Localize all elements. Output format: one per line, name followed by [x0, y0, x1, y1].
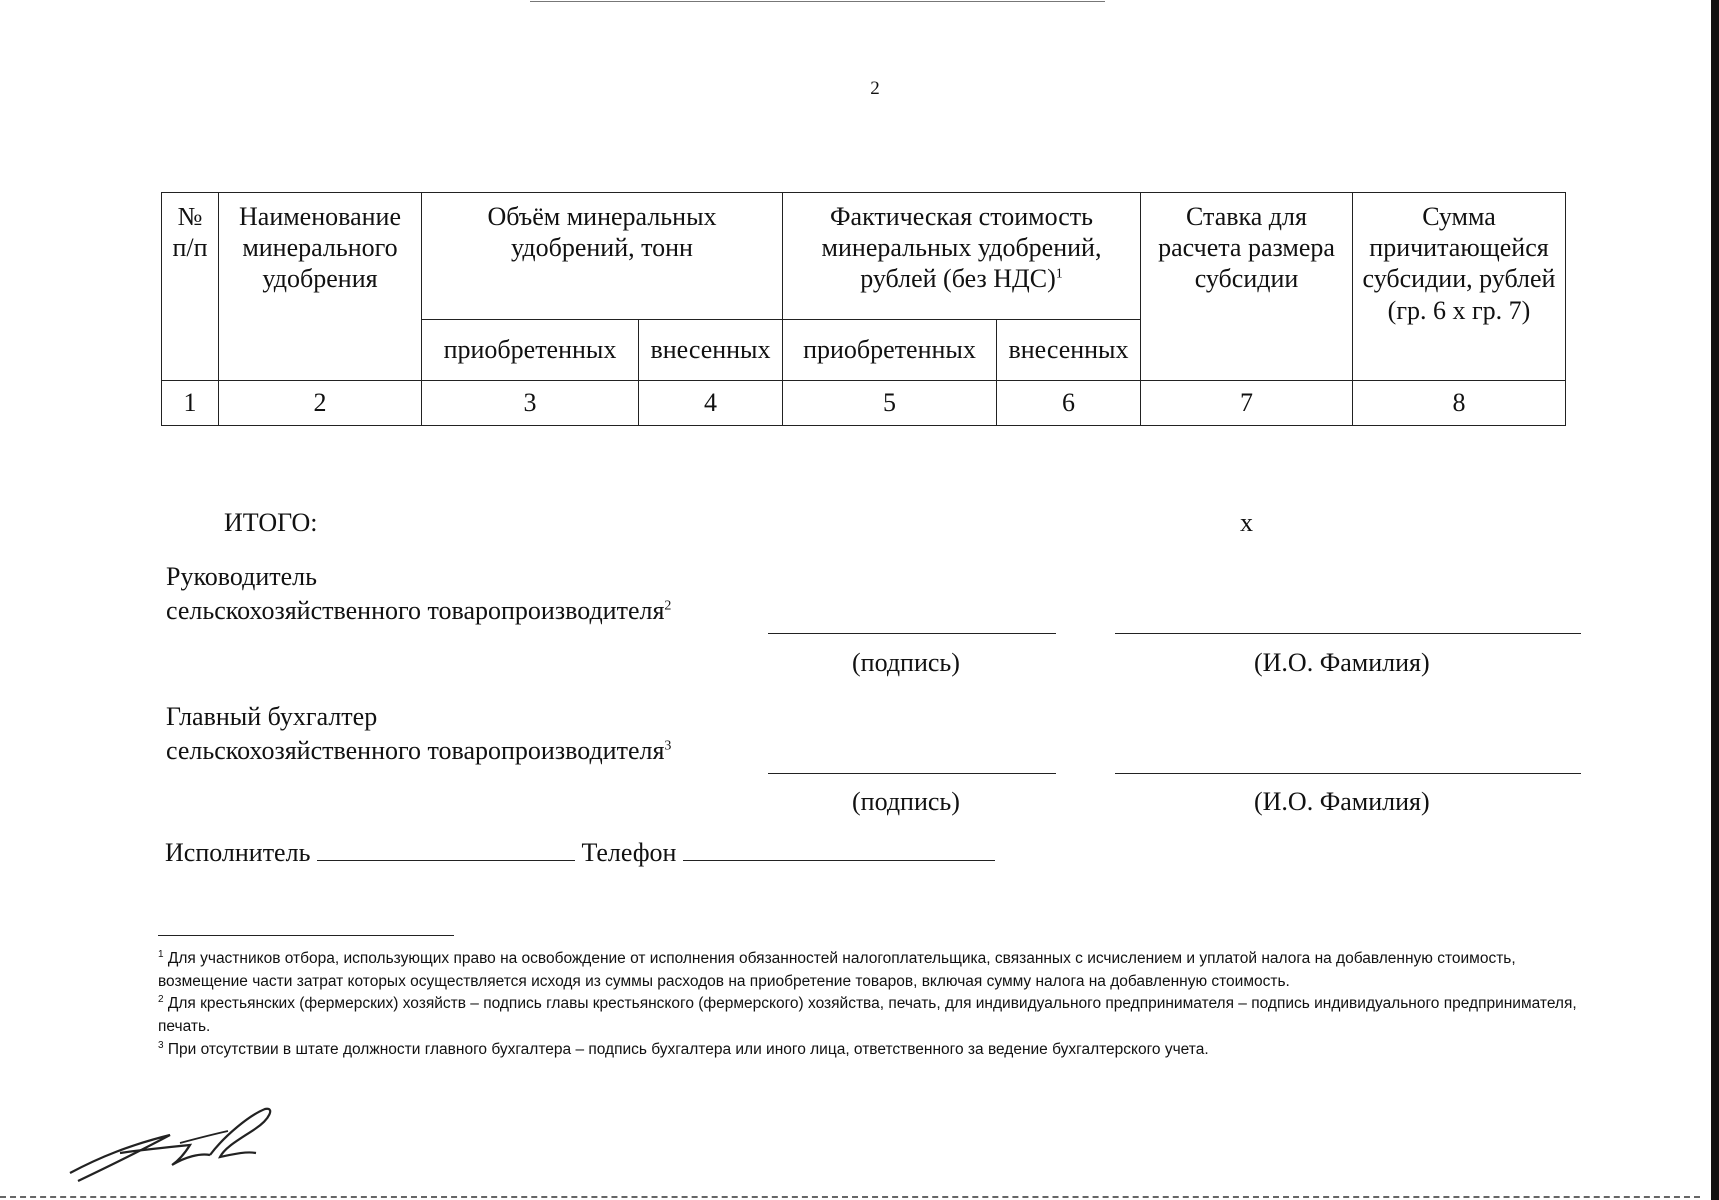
accountant-title-line2: сельскохозяйственного товаропроизводителя [166, 736, 665, 765]
footnote-separator [158, 935, 454, 936]
scan-top-line [530, 1, 1105, 2]
head-title-line2: сельскохозяйственного товаропроизводителя [166, 596, 665, 625]
footnote-ref-1: 1 [1055, 266, 1063, 282]
header-cost-text: Фактическая стоимость минеральных удобрений, рублей (без НДС) [821, 202, 1102, 294]
footnote-3 [158, 1039, 1578, 1062]
column-number: 4 [639, 381, 783, 426]
column-number: 5 [783, 381, 997, 426]
phone-label: Телефон [581, 838, 677, 867]
footnote-2 [158, 993, 1578, 1038]
column-number: 7 [1141, 381, 1353, 426]
head-title-line1: Руководитель [166, 562, 317, 591]
footnotes [158, 948, 1578, 1061]
phone-blank [683, 838, 995, 861]
column-number-row [162, 381, 1566, 426]
accountant-signature-caption: (подпись) [852, 787, 960, 816]
footnote-2-text: Для крестьянских (фермерских) хозяйств – подпись главы крестьянского (фермерского) хозяйства, печать, для индивидуального предпринимателя – подпись индивидуального предпринимателя, печать. [158, 995, 1577, 1035]
head-signature-caption: (подпись) [852, 648, 960, 677]
subsidy-table [161, 192, 1566, 426]
footnote-ref-3: 3 [664, 738, 672, 754]
footnote-ref-2: 2 [664, 598, 672, 614]
footnote-1 [158, 948, 1578, 993]
header-volume-purchased: приобретенных [422, 320, 639, 381]
executor-blank [317, 838, 575, 861]
header-rate: Ставка для расчета размера субсидии [1141, 193, 1353, 381]
accountant-signature-line [768, 773, 1056, 774]
contacts-row [165, 838, 995, 868]
totals-mark: х [1240, 508, 1253, 537]
executor-label: Исполнитель [165, 838, 311, 867]
totals-label: ИТОГО: [224, 508, 318, 537]
handwritten-signature [60, 1095, 290, 1185]
accountant-title-line2-wrap [166, 734, 671, 768]
header-row-number: № п/п [162, 193, 219, 381]
header-cost-group [783, 193, 1141, 320]
footnote-3-num: 3 [158, 1039, 164, 1051]
column-number: 1 [162, 381, 219, 426]
footnote-1-num: 1 [158, 948, 164, 960]
header-subsidy-sum: Сумма причитающейся субсидии, рублей (гр. 6 х гр. 7) [1353, 193, 1566, 381]
head-title-line2-wrap [166, 594, 671, 628]
head-name-line [1115, 633, 1581, 634]
column-number: 2 [219, 381, 422, 426]
footnote-1-text: Для участников отбора, использующих право на освобождение от исполнения обязанностей налогоплательщика, связанных с исчислением и уплатой налога на добавленную стоимость, возмещение части затрат которых осуществляется исходя из суммы расходов на приобретение товаров, включая сумму налога на добавленную стоимость. [158, 950, 1516, 990]
accountant-name-line [1115, 773, 1581, 774]
header-volume-applied: внесенных [639, 320, 783, 381]
accountant-name-caption: (И.О. Фамилия) [1254, 787, 1430, 816]
head-signature-line [768, 633, 1056, 634]
scan-edge-bar [1711, 0, 1719, 1200]
page-number: 2 [870, 78, 880, 99]
header-cost-purchased: приобретенных [783, 320, 997, 381]
header-volume-group: Объём минеральных удобрений, тонн [422, 193, 783, 320]
footnote-2-num: 2 [158, 994, 164, 1006]
accountant-title [166, 700, 671, 768]
column-number: 3 [422, 381, 639, 426]
head-title [166, 560, 671, 628]
header-cost-applied: внесенных [997, 320, 1141, 381]
scan-bottom-line [0, 1196, 1700, 1198]
accountant-title-line1: Главный бухгалтер [166, 702, 378, 731]
column-number: 6 [997, 381, 1141, 426]
column-number: 8 [1353, 381, 1566, 426]
header-fertilizer-name: Наименование минерального удобрения [219, 193, 422, 381]
head-name-caption: (И.О. Фамилия) [1254, 648, 1430, 677]
footnote-3-text: При отсутствии в штате должности главного бухгалтера – подпись бухгалтера или иного лица, ответственного за ведение бухгалтерского учета. [167, 1040, 1209, 1058]
